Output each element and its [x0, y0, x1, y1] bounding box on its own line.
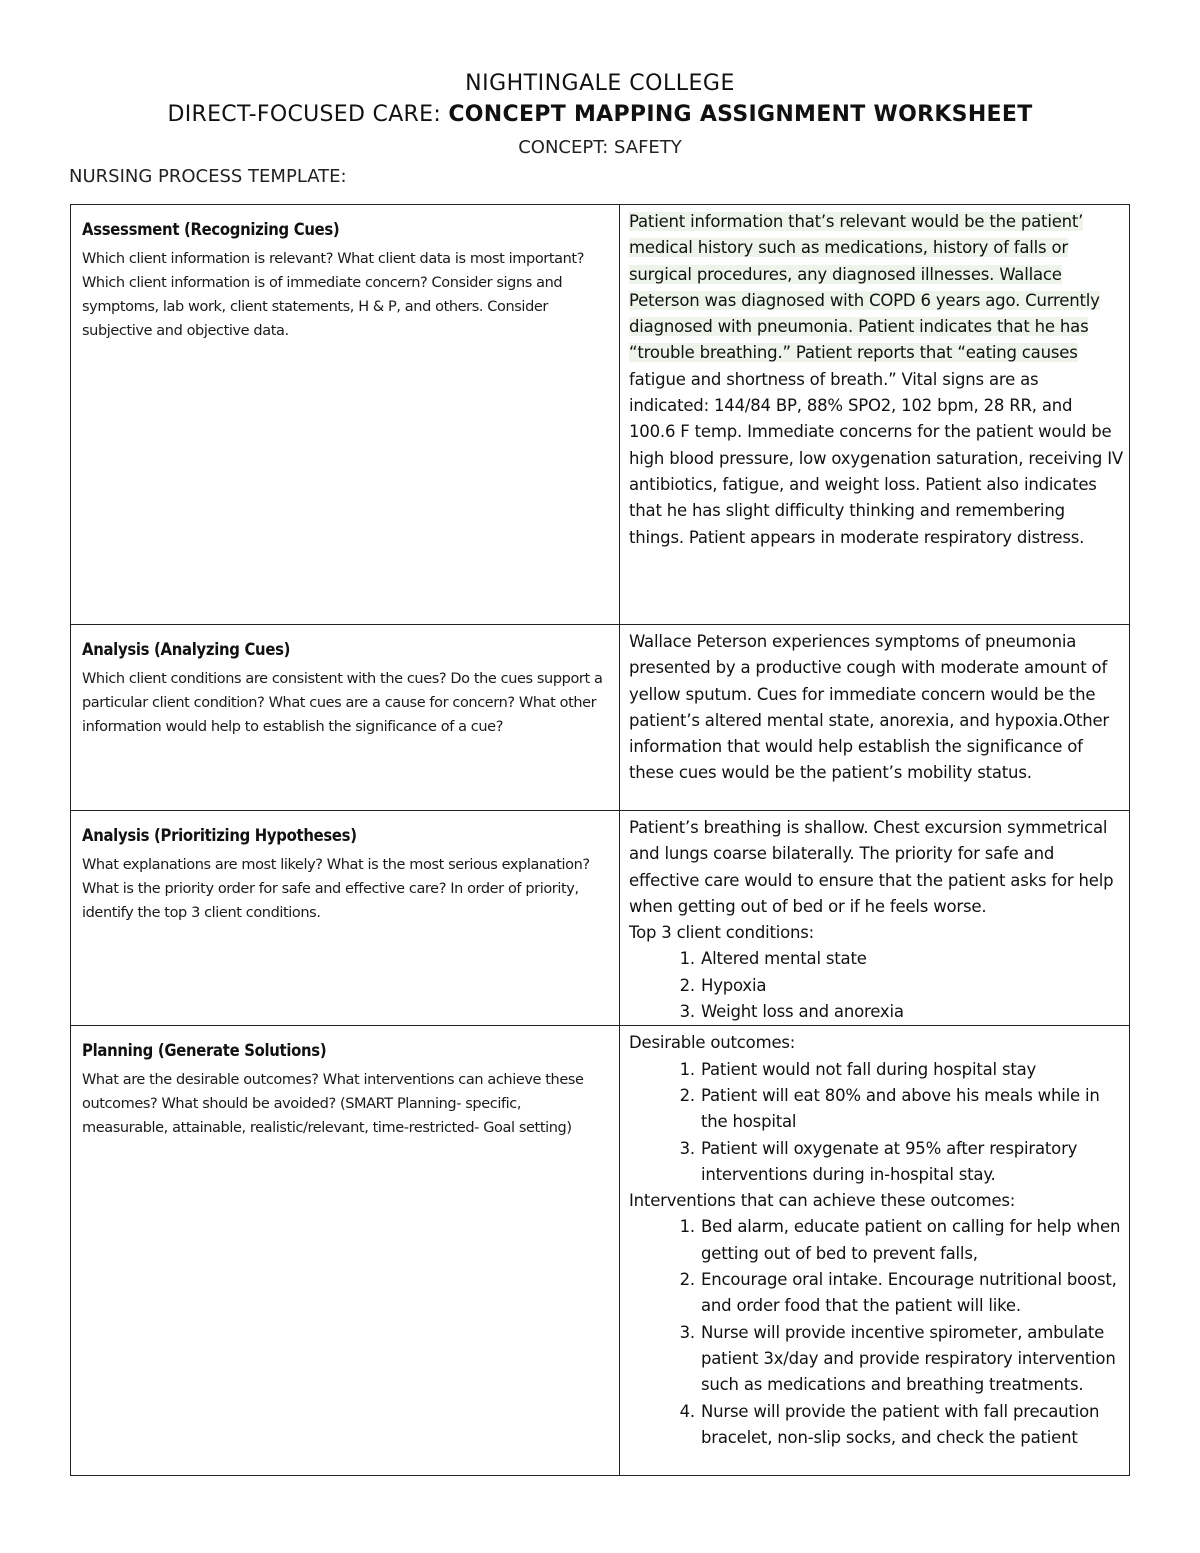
answer-text — [629, 209, 1123, 551]
answer-cell — [620, 811, 1130, 1026]
step-cell — [71, 1026, 620, 1476]
answer-highlighted: Patient information that’s relevant would be the patient’ medical history such as medications, history of falls or surgical procedures, any diagnosed illnesses. Wallace Peterson was diagnosed with COPD 6 years ago. Currently diagnosed with pneumonia. Patient indicates that he has “trouble breathing.” Patient reports that “eating causes — [629, 212, 1100, 363]
answer-cell — [620, 625, 1130, 811]
answer-text: Wallace Peterson experiences symptoms of pneumonia presented by a productive cough with moderate amount of yellow sputum. Cues for immediate concern would be the patient’s altered mental state, anorexia, and hypoxia.Other information that would help establish the significance of these cues would be the patient’s mobility status. — [629, 632, 1110, 783]
list-label: Top 3 client conditions: — [629, 923, 815, 943]
title-bold: CONCEPT MAPPING ASSIGNMENT WORKSHEET — [448, 102, 1033, 127]
list-item: 3. Patient will oxygenate at 95% after respiratory interventions during in-hospital stay. — [700, 1136, 1123, 1189]
list-item: 1. Altered mental state — [700, 946, 1123, 972]
table-row — [71, 811, 1130, 1026]
worksheet-title — [0, 100, 1200, 130]
list-item: 1. Patient would not fall during hospital stay — [700, 1057, 1123, 1083]
step-question: Which client information is relevant? What client data is most important? Which client information is of immediate concern? Consider signs and symptoms, lab work, client statements, H & P, and others. Consider subjective and objective data. — [82, 251, 584, 339]
table-row — [71, 1026, 1130, 1476]
table-row — [71, 625, 1130, 811]
list-item: 2. Hypoxia — [700, 973, 1123, 999]
list-item: 3. Weight loss and anorexia — [700, 999, 1123, 1025]
step-cell — [71, 205, 620, 625]
outcomes-label: Desirable outcomes: — [629, 1033, 796, 1053]
step-cell — [71, 811, 620, 1026]
answer-cell — [620, 1026, 1130, 1476]
document-header — [0, 70, 1200, 160]
list-item: 3. Nurse will provide incentive spirometer, ambulate patient 3x/day and provide respiratory intervention such as medications and breathing treatments. — [700, 1320, 1123, 1399]
list-item: 4. Nurse will provide the patient with fall precaution bracelet, non-slip socks, and check the patient — [700, 1399, 1123, 1452]
step-title: Planning (Generate Solutions) — [82, 1041, 327, 1061]
template-label: NURSING PROCESS TEMPLATE: — [69, 166, 347, 187]
concept-label: CONCEPT: SAFETY — [518, 137, 682, 158]
list-item: 2. Encourage oral intake. Encourage nutritional boost, and order food that the patient will like. — [700, 1267, 1123, 1320]
conditions-list — [629, 946, 1123, 1025]
outcomes-list — [629, 1057, 1123, 1188]
step-title: Analysis (Analyzing Cues) — [82, 640, 291, 659]
list-item: 2. Patient will eat 80% and above his meals while in the hospital — [700, 1083, 1123, 1136]
table-row — [71, 205, 1130, 625]
step-title: Assessment (Recognizing Cues) — [82, 220, 340, 239]
interventions-list — [629, 1214, 1123, 1451]
list-item: 1. Bed alarm, educate patient on calling for help when getting out of bed to prevent falls, — [700, 1214, 1123, 1267]
answer-cell — [620, 205, 1130, 625]
interventions-label: Interventions that can achieve these outcomes: — [629, 1191, 1016, 1211]
step-question: Which client conditions are consistent with the cues? Do the cues support a particular client condition? What cues are a cause for concern? What other information would help to establish the significance of a cue? — [82, 671, 603, 735]
answer-rest: fatigue and shortness of breath.” Vital signs are as indicated: 144/84 BP, 88% SPO2, 102 bpm, 28 RR, and 100.6 F temp. Immediate concerns for the patient would be high blood pressure, low oxygenation saturation, receiving IV antibiotics, fatigue, and weight loss. Patient also indicates that he has slight difficulty thinking and remembering things. Patient appears in moderate respiratory distress. — [629, 369, 1124, 547]
step-title: Analysis (Prioritizing Hypotheses) — [82, 826, 357, 845]
nursing-process-table — [70, 204, 1130, 1476]
title-prefix: DIRECT-FOCUSED CARE: — [167, 102, 449, 127]
college-name: NIGHTINGALE COLLEGE — [465, 71, 735, 96]
step-question: What explanations are most likely? What is the most serious explanation? What is the priority order for safe and effective care? In order of priority, identify the top 3 client conditions. — [82, 857, 590, 921]
step-cell — [71, 625, 620, 811]
step-question: What are the desirable outcomes? What interventions can achieve these outcomes? What should be avoided? (SMART Planning- specific, measurable, attainable, realistic/relevant, time-restricted- Goal setting) — [82, 1072, 584, 1137]
answer-text: Patient’s breathing is shallow. Chest excursion symmetrical and lungs coarse bilaterally. The priority for safe and effective care would to ensure that the patient asks for help when getting out of bed or if he feels worse. — [629, 818, 1114, 916]
